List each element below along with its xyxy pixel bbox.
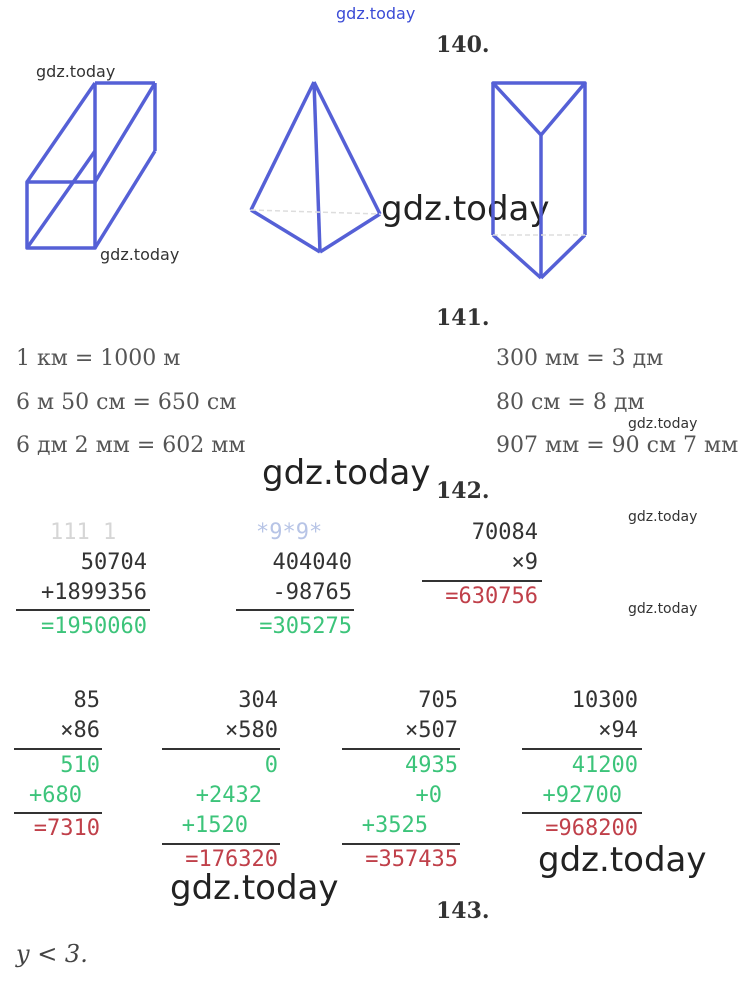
partial-1: 4935 [405,753,458,778]
rule-1 [522,748,642,750]
watermark-middle: gdz.today [262,453,431,493]
result-rule [236,609,354,611]
watermark-bottom-right: gdz.today [538,840,707,880]
partial-2: +0 [415,783,442,808]
rule-1 [14,748,102,750]
operand-a: 304 [238,688,278,713]
conversion-right-1: 300 мм = 3 дм [496,346,664,371]
result: =968200 [545,816,638,841]
operand-a: 705 [418,688,458,713]
rule-2 [162,843,280,845]
problem-number-143: 143. [436,898,490,924]
conversion-right-2: 80 см = 8 дм [496,390,645,415]
operand-a: 70084 [471,520,538,545]
problem-number-142: 142. [436,478,490,504]
operand-b: ×507 [405,718,458,743]
conversion-right-3: 907 мм = 90 см 7 мм [496,433,739,458]
watermark-box-top: gdz.today [36,62,116,81]
problem-number-140: 140. [436,32,490,58]
watermark-right-3: gdz.today [628,601,698,617]
operand-b: ×580 [225,718,278,743]
result-rule [422,580,542,582]
operand-a: 404040 [272,550,352,575]
rule-2 [522,812,642,814]
rule-2 [14,812,102,814]
operand-b: ×94 [598,718,638,743]
result: =176320 [185,847,278,872]
operand-b: ×86 [60,718,100,743]
result: =305275 [259,614,352,639]
triangular-prism-figure [493,83,585,278]
rule-1 [342,748,460,750]
partial-3: +1520 [181,813,248,838]
rule-1 [162,748,280,750]
operand-b: ×9 [511,550,538,575]
watermark-bottom-left: gdz.today [170,868,339,908]
operand-a: 10300 [571,688,638,713]
conversion-left-3: 6 дм 2 мм = 602 мм [16,433,246,458]
partial-1: 510 [60,753,100,778]
partial-1: 0 [264,753,278,778]
conversion-left-2: 6 м 50 см = 650 см [16,390,237,415]
watermark-right-2: gdz.today [628,509,698,525]
operand-a: 50704 [80,550,147,575]
conversion-left-1: 1 км = 1000 м [16,346,181,371]
operand-b: -98765 [272,580,352,605]
result: =630756 [445,584,538,609]
rectangular-prism-figure [27,83,155,248]
carry-digits: *9*9* [256,520,323,545]
carry-digits: 111 1 [50,520,117,545]
watermark-top: gdz.today [336,4,416,23]
result: =357435 [365,847,458,872]
operand-a: 85 [73,688,100,713]
rule-2 [342,843,460,845]
result: =7310 [33,816,100,841]
partial-3: +3525 [361,813,428,838]
result: =1950060 [41,614,147,639]
problem-number-141: 141. [436,305,490,331]
partial-2: +680 [29,783,82,808]
operand-b: +1899356 [41,580,147,605]
watermark-box-bottom: gdz.today [100,245,180,264]
partial-2: +2432 [195,783,262,808]
pyramid-figure [251,82,380,252]
watermark-right-1: gdz.today [628,416,698,432]
result-rule [16,609,150,611]
answer-143: y < 3. [16,940,88,968]
partial-1: 41200 [571,753,638,778]
watermark-figures: gdz.today [381,189,550,229]
geometric-figures [0,0,753,300]
partial-2: +92700 [542,783,622,808]
